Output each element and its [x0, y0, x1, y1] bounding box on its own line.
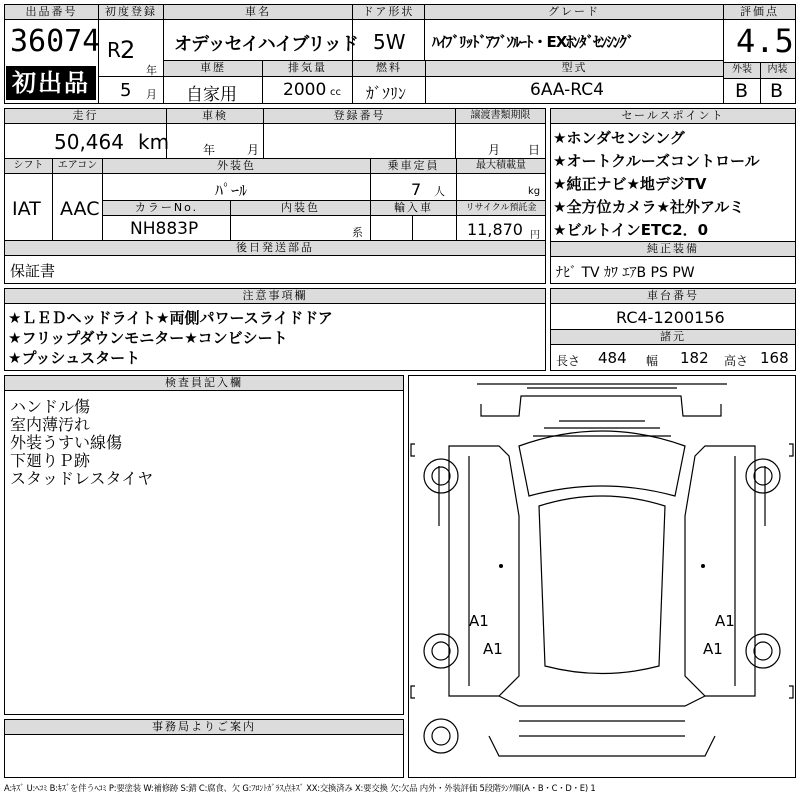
- sales-point: ★純正ナビ★地デジTV: [553, 175, 707, 193]
- reg-month: 5: [120, 80, 132, 101]
- grade-label: グレード: [425, 5, 723, 20]
- inspector-note: ハンドル傷: [10, 397, 91, 416]
- colorno-label: カラーNo.: [103, 201, 230, 216]
- reg-label: 初度登録: [99, 5, 163, 20]
- regno-label: 登録番号: [264, 109, 455, 124]
- carname-label: 車名: [164, 5, 352, 20]
- office-label: 事務局よりご案内: [5, 720, 403, 735]
- equipment: ﾅﾋﾞ TV ｶﾜ ｴｱB PS PW: [556, 265, 695, 281]
- history-label: 車歴: [164, 61, 262, 77]
- color-number: NH883P: [130, 219, 199, 239]
- seats: 7: [411, 180, 422, 199]
- damage-mark: A1: [703, 640, 723, 658]
- damage-mark: A1: [483, 640, 503, 658]
- history: 自家用: [186, 85, 237, 105]
- sales-point: ★ビルトインETC2．0: [553, 221, 709, 239]
- damage-mark: A1: [715, 612, 735, 630]
- int-grade: B: [770, 80, 784, 102]
- inspector-note: 外装うすい線傷: [10, 433, 123, 452]
- caution-item: ★フリップダウンモニター★コンビシート: [8, 329, 288, 347]
- shift: IAT: [12, 198, 41, 220]
- score: 4.5: [736, 22, 794, 60]
- reg-era: R: [107, 38, 121, 62]
- chassis-number: RC4-1200156: [616, 308, 725, 327]
- shift-label: シフト: [5, 159, 52, 174]
- sales-point: ★オートクルーズコントロール: [553, 152, 760, 170]
- load-unit: kg: [528, 186, 541, 197]
- length-label: 長さ: [556, 354, 581, 368]
- door-type: 5W: [373, 30, 406, 54]
- chassis-label: 車台番号: [551, 289, 795, 304]
- car-outline-diagram: [409, 376, 795, 777]
- transfer-day-unit: 日: [528, 143, 541, 157]
- displacement-unit: cc: [330, 87, 341, 98]
- fuel: ｶﾞｿﾘﾝ: [366, 84, 407, 103]
- mileage-label: 走行: [5, 109, 166, 124]
- equipment-label: 純正装備: [551, 242, 795, 257]
- model-code: 6AA-RC4: [530, 80, 604, 100]
- seats-label: 乗車定員: [371, 159, 456, 174]
- grade: ﾊｲﾌﾞﾘｯﾄﾞｱﾌﾞｿﾙｰﾄ・EXﾎﾝﾀﾞｾﾝｼﾝｸﾞ: [432, 33, 634, 51]
- displacement-label: 排気量: [263, 61, 352, 77]
- legend-footer: A:ｷｽﾞ U:ﾍｺﾐ B:ｷｽﾞを伴うﾍｺﾐ P:要塗装 W:補修跡 S:錆 C:腐食、欠 G:ﾌﾛﾝﾄｶﾞﾗｽ点ｷｽﾞ XX:交換済み X:要交換 欠:欠品 内外・外装評価 5段階ﾗﾝｸ順(A・B・C・D・E) 1: [4, 783, 596, 793]
- caution-label: 注意事項欄: [5, 289, 545, 304]
- inspector-note: 下廻りＰ跡: [10, 451, 91, 470]
- sales-point: ★ホンダセンシング: [553, 129, 685, 147]
- height-label: 高さ: [724, 354, 749, 368]
- ac-dots: [499, 564, 705, 568]
- length: 484: [598, 349, 627, 367]
- reg-month-unit: 月: [146, 88, 157, 101]
- ext-grade-label: 外装: [724, 63, 760, 79]
- width-label: 幅: [646, 354, 659, 368]
- car-name: オデッセイハイブリッド: [174, 34, 358, 55]
- reg-year: 2: [120, 36, 136, 64]
- lot-number: 36074: [10, 24, 101, 59]
- mileage: 50,464: [54, 130, 124, 154]
- damage-diagram: [408, 375, 796, 778]
- width: 182: [680, 349, 709, 367]
- inspector-note: 室内薄汚れ: [10, 415, 91, 434]
- mileage-unit: km: [138, 130, 170, 154]
- model-label: 型式: [426, 61, 723, 77]
- color: ﾊﾟｰﾙ: [215, 181, 248, 200]
- load-label: 最大積載量: [457, 159, 545, 174]
- int-grade-label: 内装: [760, 63, 795, 79]
- lot-label: 出品番号: [5, 5, 98, 20]
- recycle-label: リサイクル預託金: [457, 201, 545, 216]
- caution-item: ★プッシュスタート: [8, 349, 141, 367]
- sales-point: ★全方位カメラ★社外アルミ: [553, 198, 745, 216]
- aircon: AAC: [60, 198, 100, 220]
- fuel-label: 燃料: [353, 61, 425, 77]
- recycle-unit: 円: [530, 230, 540, 241]
- displacement: 2000: [283, 80, 327, 100]
- inspector-note: スタッドレスタイヤ: [10, 469, 154, 488]
- intcolor-label: 内装色: [231, 201, 370, 216]
- reg-year-unit: 年: [146, 64, 157, 77]
- inspector-label: 検査員記入欄: [5, 376, 403, 391]
- ext-grade: B: [735, 80, 749, 102]
- height: 168: [760, 349, 789, 367]
- inspection-year-unit: 年: [203, 143, 216, 157]
- first-sale-badge: 初出品: [6, 66, 96, 100]
- dims-label: 諸元: [551, 330, 795, 345]
- recycle-fee: 11,870: [467, 220, 523, 239]
- import-label: 輸入車: [371, 201, 456, 216]
- transfer-month-unit: 月: [488, 143, 501, 157]
- score-label: 評価点: [724, 5, 795, 20]
- inspection-month-unit: 月: [247, 143, 260, 157]
- later-parts-label: 後日発送部品: [5, 241, 545, 256]
- later-parts: 保証書: [10, 262, 56, 280]
- seats-unit: 人: [434, 185, 445, 198]
- caution-item: ★ＬＥＤヘッドライト★両側パワースライドドア: [8, 309, 333, 327]
- damage-mark: A1: [469, 612, 489, 630]
- sales-points-label: セールスポイント: [551, 109, 795, 124]
- ac-label: エアコン: [53, 159, 102, 174]
- transfer-label: 譲渡書類期限: [456, 109, 545, 124]
- intcolor-unit: 系: [352, 226, 363, 239]
- color-label: 外装色: [103, 159, 370, 174]
- inspection-label: 車検: [167, 109, 263, 124]
- door-label: ドア形状: [353, 5, 424, 20]
